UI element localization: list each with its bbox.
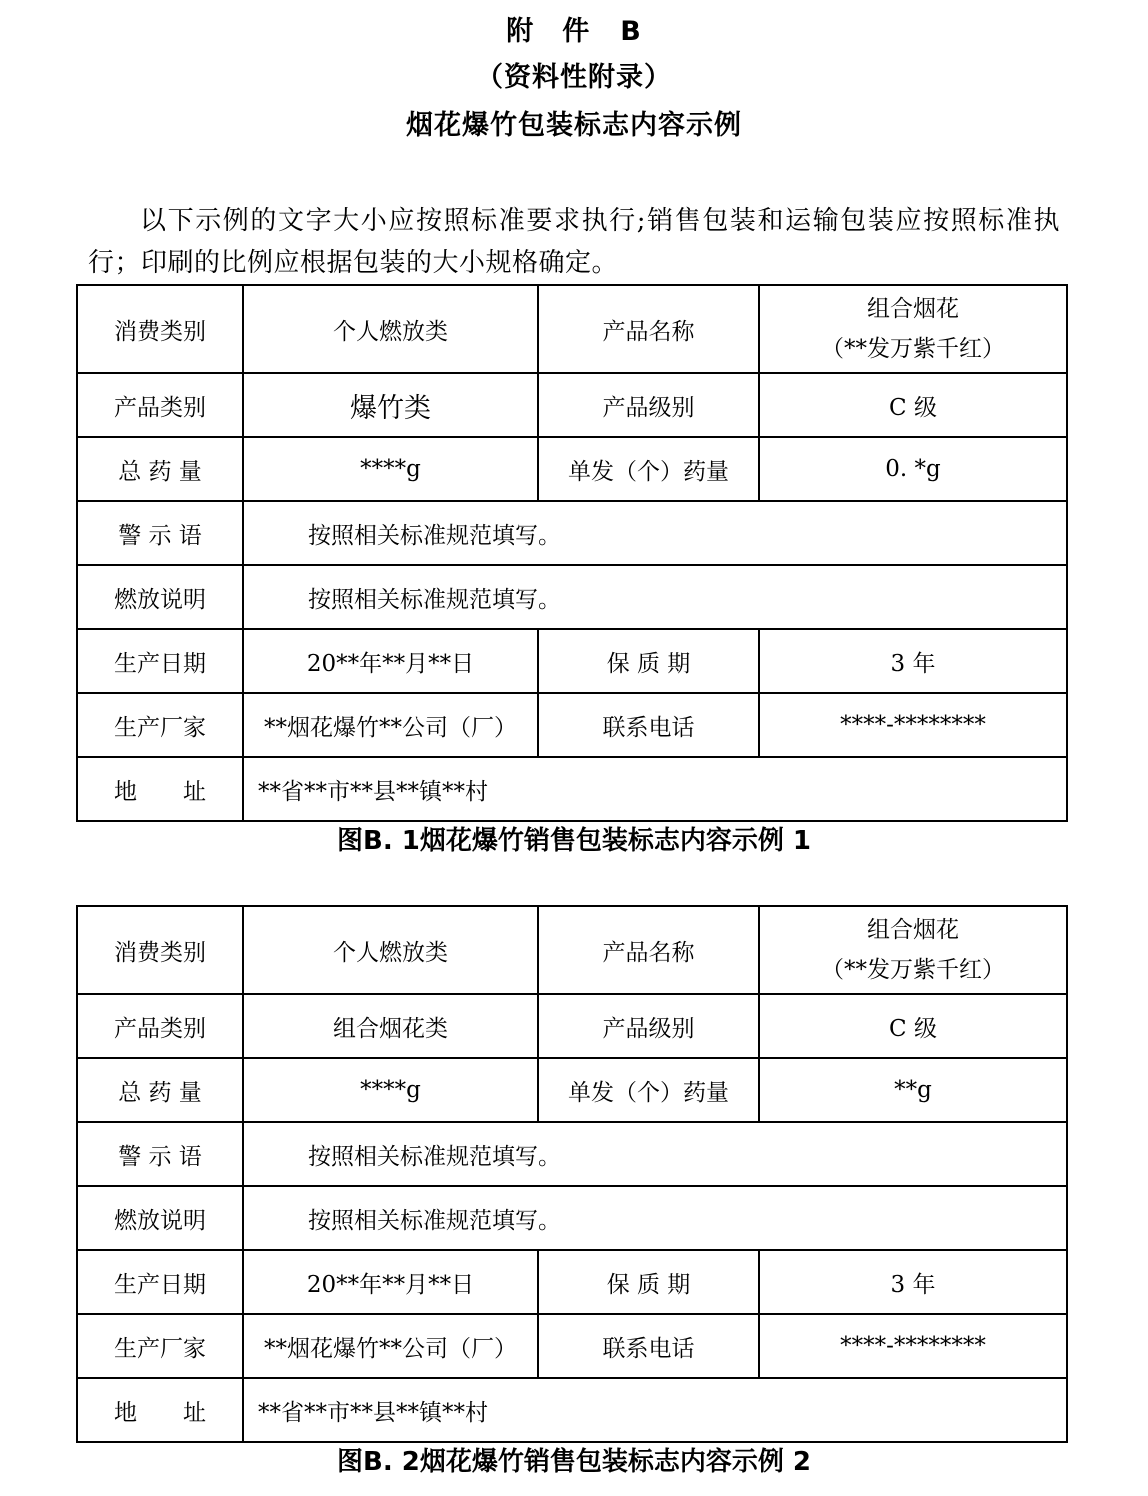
- table-row: [77, 693, 1067, 757]
- address-label: 地 址: [77, 757, 243, 821]
- production-date-label: 生产日期: [77, 1250, 243, 1314]
- warning-label: 警 示 语: [77, 501, 243, 565]
- table-row: [77, 994, 1067, 1058]
- table-row: [77, 1058, 1067, 1122]
- product-grade-label: 产品级别: [538, 994, 759, 1058]
- product-name-line-2: （**发万紫千红）: [821, 336, 1005, 362]
- annex-word: 附 件: [506, 16, 591, 47]
- product-category-label: 产品类别: [77, 994, 243, 1058]
- instructions-label: 燃放说明: [77, 1186, 243, 1250]
- manufacturer-label: 生产厂家: [77, 693, 243, 757]
- table-row: [77, 1122, 1067, 1186]
- shelf-life-label: 保 质 期: [538, 1250, 759, 1314]
- product-category-value: 爆竹类: [243, 373, 538, 437]
- phone-label: 联系电话: [538, 693, 759, 757]
- product-name-value: [759, 285, 1067, 373]
- annex-letter: B: [620, 16, 642, 47]
- warning-label: 警 示 语: [77, 1122, 243, 1186]
- product-grade-label: 产品级别: [538, 373, 759, 437]
- address-value: **省**市**县**镇**村: [243, 1378, 1067, 1442]
- total-charge-label: 总 药 量: [77, 1058, 243, 1122]
- table-row: [77, 757, 1067, 821]
- document-title: 烟花爆竹包装标志内容示例: [406, 110, 742, 141]
- product-grade-value: C 级: [759, 373, 1067, 437]
- shelf-life-value: 3 年: [759, 1250, 1067, 1314]
- product-name-line-1: 组合烟花: [867, 296, 959, 322]
- product-category-label: 产品类别: [77, 373, 243, 437]
- warning-value: 按照相关标准规范填写。: [243, 501, 1067, 565]
- instructions-label: 燃放说明: [77, 565, 243, 629]
- production-date-value: 20**年**月**日: [243, 629, 538, 693]
- manufacturer-value: **烟花爆竹**公司（厂）: [243, 693, 538, 757]
- product-name-line-2: （**发万紫千红）: [821, 957, 1005, 983]
- production-date-value: 20**年**月**日: [243, 1250, 538, 1314]
- address-label: 地 址: [77, 1378, 243, 1442]
- total-charge-value: ****g: [243, 1058, 538, 1122]
- table-row: [77, 1250, 1067, 1314]
- single-shot-charge-label: 单发（个）药量: [538, 1058, 759, 1122]
- manufacturer-value: **烟花爆竹**公司（厂）: [243, 1314, 538, 1378]
- figure-caption-2: 图B. 2烟花爆竹销售包装标志内容示例 2: [337, 1447, 811, 1477]
- table-row: [77, 1378, 1067, 1442]
- consumer-category-label: 消费类别: [77, 285, 243, 373]
- phone-value: ****-********: [759, 1314, 1067, 1378]
- table-row: [77, 373, 1067, 437]
- warning-value: 按照相关标准规范填写。: [243, 1122, 1067, 1186]
- table-row: [77, 437, 1067, 501]
- table-row: [77, 1186, 1067, 1250]
- product-grade-value: C 级: [759, 994, 1067, 1058]
- consumer-category-value: 个人燃放类: [243, 285, 538, 373]
- table-row: [77, 1314, 1067, 1378]
- label-table-1: [76, 284, 1068, 822]
- table-row: [77, 906, 1067, 994]
- single-shot-charge-label: 单发（个）药量: [538, 437, 759, 501]
- table-row: [77, 565, 1067, 629]
- address-value: **省**市**县**镇**村: [243, 757, 1067, 821]
- table-row: [77, 285, 1067, 373]
- production-date-label: 生产日期: [77, 629, 243, 693]
- manufacturer-label: 生产厂家: [77, 1314, 243, 1378]
- table-row: [77, 501, 1067, 565]
- single-shot-charge-value: **g: [759, 1058, 1067, 1122]
- shelf-life-value: 3 年: [759, 629, 1067, 693]
- shelf-life-label: 保 质 期: [538, 629, 759, 693]
- product-name-label: 产品名称: [538, 285, 759, 373]
- phone-value: ****-********: [759, 693, 1067, 757]
- instructions-value: 按照相关标准规范填写。: [243, 1186, 1067, 1250]
- single-shot-charge-value: 0. *g: [759, 437, 1067, 501]
- product-name-line-1: 组合烟花: [867, 917, 959, 943]
- product-name-label: 产品名称: [538, 906, 759, 994]
- intro-paragraph: 以下示例的文字大小应按照标准要求执行;销售包装和运输包装应按照标准执行；印刷的比例应根据包装的大小规格确定。: [88, 206, 1060, 278]
- annex-heading: [0, 14, 1148, 50]
- table-row: [77, 629, 1067, 693]
- consumer-category-value: 个人燃放类: [243, 906, 538, 994]
- total-charge-value: ****g: [243, 437, 538, 501]
- consumer-category-label: 消费类别: [77, 906, 243, 994]
- phone-label: 联系电话: [538, 1314, 759, 1378]
- product-name-value: [759, 906, 1067, 994]
- label-table-2: [76, 905, 1068, 1443]
- annex-type: （资料性附录）: [476, 62, 672, 93]
- instructions-value: 按照相关标准规范填写。: [243, 565, 1067, 629]
- product-category-value: 组合烟花类: [243, 994, 538, 1058]
- total-charge-label: 总 药 量: [77, 437, 243, 501]
- figure-caption-1: 图B. 1烟花爆竹销售包装标志内容示例 1: [337, 826, 811, 856]
